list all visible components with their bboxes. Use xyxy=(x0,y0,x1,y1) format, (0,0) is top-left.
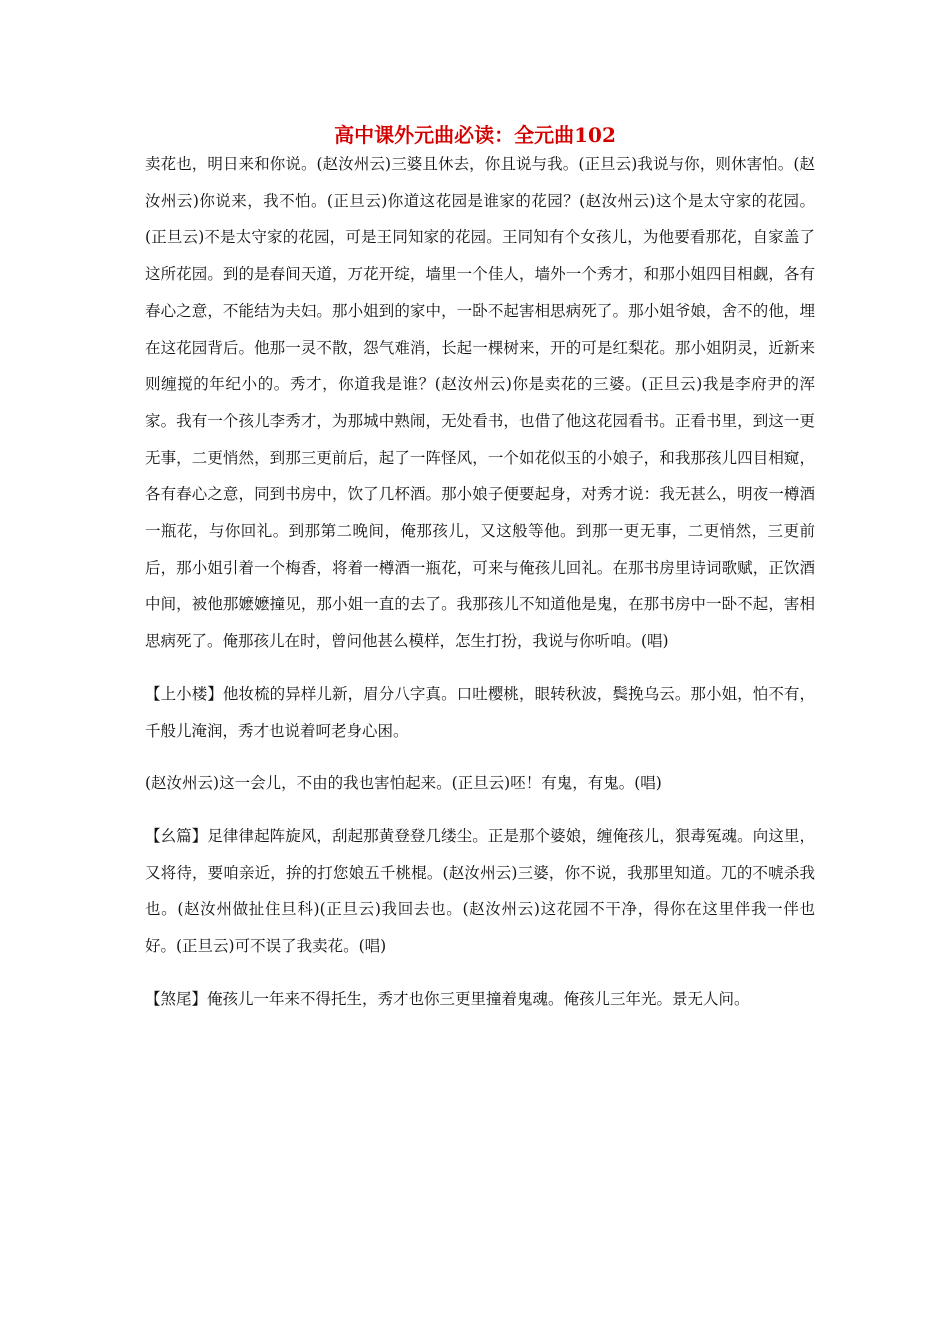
paragraph-dialogue-scared: (赵汝州云)这一会儿，不由的我也害怕起来。(正旦云)呸！有鬼，有鬼。(唱) xyxy=(145,774,662,793)
document-title: 高中课外元曲必读：全元曲102 xyxy=(334,123,616,147)
paragraph-sha-wei: 【煞尾】俺孩儿一年来不得托生，秀才也你三更里撞着鬼魂。俺孩儿三年光。景无人问。 xyxy=(145,989,750,1008)
document-body xyxy=(145,146,815,1017)
paragraph-shang-xiao-lou: 【上小楼】他妆梳的异样儿新，眉分八字真。口吐樱桃，眼转秋波，鬓挽乌云。那小姐，怕不有，千般儿淹润，秀才也说着呵老身心困。 xyxy=(145,684,815,740)
paragraph-dialogue-intro: 卖花也，明日来和你说。(赵汝州云)三婆且休去，你且说与我。(正旦云)我说与你，则休害怕。(赵汝州云)你说来，我不怕。(正旦云)你道这花园是谁家的花园？(赵汝州云)这个是太守家的花园。(正旦云)不是太守家的花园，可是王同知家的花园。王同知有个女孩儿，为他要看那花，自家盖了这所花园。到的是春间天道，万花开绽，墙里一个佳人，墙外一个秀才，和那小姐四目相觑，各有春心之意，不能结为夫妇。那小姐到的家中，一卧不起害相思病死了。那小姐爷娘，舍不的他，埋在这花园背后。他那一灵不散，怨气难消，长起一棵树来，开的可是红梨花。那小姐阴灵，近新来则缠搅的年纪小的。秀才，你道我是谁？(赵汝州云)你是卖花的三婆。(正旦云)我是李府尹的浑家。我有一个孩儿李秀才，为那城中熟闹，无处看书，也借了他这花园看书。正看书里，到这一更无事，二更悄然，到那三更前后，起了一阵怪风，一个如花似玉的小娘子，和我那孩儿四目相窥，各有春心之意，同到书房中，饮了几杯酒。那小娘子便要起身，对秀才说：我无甚么，明夜一樽酒一瓶花，与你回礼。到那第二晚间，俺那孩儿，又这般等他。到那一更无事，二更悄然，三更前后，那小姐引着一个梅香，将着一樽酒一瓶花，可来与俺孩儿回礼。在那书房里诗词歌赋，正饮酒中间，被他那嬷嬷撞见，那小姐一直的去了。我那孩儿不知道他是鬼，在那书房中一卧不起，害相思病死了。俺那孩儿在时，曾问他甚么模样，怎生打扮，我说与你听咱。(唱) xyxy=(145,155,815,651)
paragraph-yao-pian: 【幺篇】足律律起阵旋风，刮起那黄登登几缕尘。正是那个婆娘，缠俺孩儿，狠毒冤魂。向这里，又将待，要咱亲近，拚的打您娘五千桃棍。(赵汝州云)三婆，你不说，我那里知道。兀的不唬杀我也。(赵汝州做扯住旦科)(正旦云)我回去也。(赵汝州云)这花园不干净，得你在这里伴我一伴也好。(正旦云)可不误了我卖花。(唱) xyxy=(145,826,815,956)
